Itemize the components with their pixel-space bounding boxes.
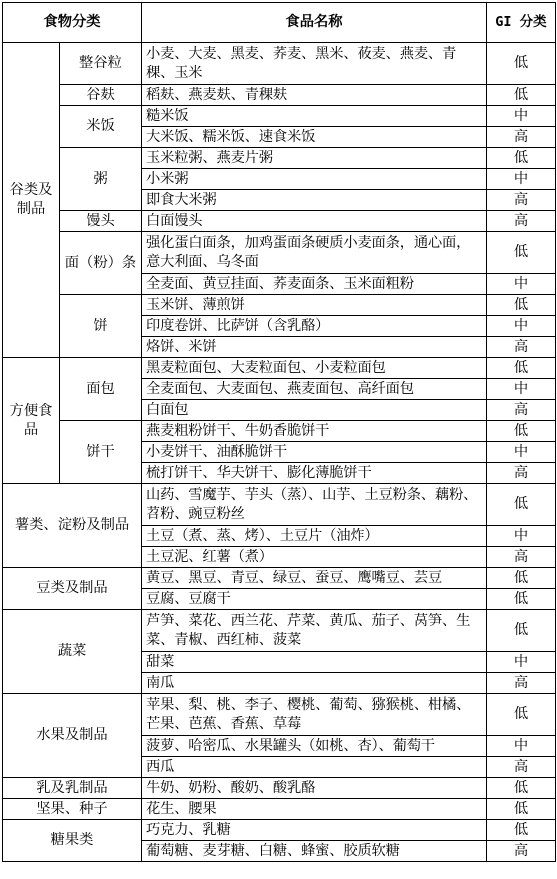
table-row (3, 778, 556, 799)
gi-level-cell: 中 (487, 274, 556, 295)
table-row (3, 421, 556, 442)
food-names-cell: 甜菜 (142, 652, 487, 673)
table-row (3, 211, 556, 232)
gi-level-cell: 中 (487, 106, 556, 127)
header-food-name: 食品名称 (142, 3, 487, 43)
table-row (3, 148, 556, 169)
table-row (3, 568, 556, 589)
gi-level-cell: 中 (487, 442, 556, 463)
table-row (3, 43, 556, 85)
gi-level-cell: 高 (487, 211, 556, 232)
category-cell: 蔬菜 (3, 610, 142, 694)
category-cell: 乳及乳制品 (3, 778, 142, 799)
food-names-cell: 小麦、大麦、黑麦、荞麦、黑米、莜麦、燕麦、青稞、玉米 (142, 43, 487, 85)
subcategory-cell: 粥 (60, 148, 142, 211)
food-names-cell: 稻麸、燕麦麸、青稞麸 (142, 85, 487, 106)
table-row (3, 799, 556, 820)
gi-level-cell: 低 (487, 799, 556, 820)
gi-level-cell: 低 (487, 358, 556, 379)
gi-level-cell: 低 (487, 778, 556, 799)
gi-level-cell: 高 (487, 400, 556, 421)
gi-classification-table (2, 2, 556, 862)
food-names-cell: 小麦饼干、油酥脆饼干 (142, 442, 487, 463)
food-names-cell: 山药、雪魔芋、芋头（蒸）、山芋、土豆粉条、藕粉、苕粉、豌豆粉丝 (142, 484, 487, 526)
food-names-cell: 燕麦粗粉饼干、牛奶香脆饼干 (142, 421, 487, 442)
gi-level-cell: 高 (487, 673, 556, 694)
gi-level-cell: 低 (487, 421, 556, 442)
gi-level-cell: 低 (487, 43, 556, 85)
gi-level-cell: 低 (487, 694, 556, 736)
food-names-cell: 豆腐、豆腐干 (142, 589, 487, 610)
table-row (3, 358, 556, 379)
gi-level-cell: 高 (487, 547, 556, 568)
food-names-cell: 即食大米粥 (142, 190, 487, 211)
food-names-cell: 土豆泥、红薯（煮） (142, 547, 487, 568)
gi-level-cell: 高 (487, 190, 556, 211)
gi-level-cell: 低 (487, 85, 556, 106)
gi-level-cell: 低 (487, 610, 556, 652)
food-names-cell: 梳打饼干、华夫饼干、膨化薄脆饼干 (142, 463, 487, 484)
food-names-cell: 牛奶、奶粉、酸奶、酸乳酪 (142, 778, 487, 799)
gi-level-cell: 高 (487, 841, 556, 862)
food-names-cell: 玉米饼、薄煎饼 (142, 295, 487, 316)
header-gi-class: GI 分类 (487, 3, 556, 43)
category-cell: 薯类、淀粉及制品 (3, 484, 142, 568)
category-cell: 谷类及制品 (3, 43, 60, 358)
table-header-row (3, 3, 556, 43)
table-row (3, 85, 556, 106)
subcategory-cell: 面包 (60, 358, 142, 421)
gi-level-cell: 高 (487, 463, 556, 484)
subcategory-cell: 面（粉）条 (60, 232, 142, 295)
subcategory-cell: 饼干 (60, 421, 142, 484)
food-names-cell: 玉米粒粥、燕麦片粥 (142, 148, 487, 169)
category-cell: 方便食品 (3, 358, 60, 484)
food-names-cell: 巧克力、乳糖 (142, 820, 487, 841)
food-names-cell: 白面馒头 (142, 211, 487, 232)
food-names-cell: 白面包 (142, 400, 487, 421)
food-names-cell: 葡萄糖、麦芽糖、白糖、蜂蜜、胶质软糖 (142, 841, 487, 862)
food-names-cell: 全麦面、黄豆挂面、荞麦面条、玉米面粗粉 (142, 274, 487, 295)
gi-level-cell: 低 (487, 484, 556, 526)
table-row (3, 610, 556, 652)
gi-level-cell: 中 (487, 379, 556, 400)
gi-level-cell: 中 (487, 736, 556, 757)
table-row (3, 484, 556, 526)
table-row (3, 820, 556, 841)
gi-level-cell: 中 (487, 316, 556, 337)
gi-level-cell: 低 (487, 568, 556, 589)
food-names-cell: 糙米饭 (142, 106, 487, 127)
subcategory-cell: 馒头 (60, 211, 142, 232)
table-row (3, 232, 556, 274)
food-names-cell: 小米粥 (142, 169, 487, 190)
food-names-cell: 苹果、梨、桃、李子、樱桃、葡萄、猕猴桃、柑橘、芒果、芭蕉、香蕉、草莓 (142, 694, 487, 736)
food-names-cell: 烙饼、米饼 (142, 337, 487, 358)
gi-level-cell: 低 (487, 232, 556, 274)
subcategory-cell: 饼 (60, 295, 142, 358)
table-row (3, 694, 556, 736)
food-names-cell: 南瓜 (142, 673, 487, 694)
gi-level-cell: 中 (487, 526, 556, 547)
category-cell: 水果及制品 (3, 694, 142, 778)
food-names-cell: 大米饭、糯米饭、速食米饭 (142, 127, 487, 148)
gi-level-cell: 高 (487, 757, 556, 778)
subcategory-cell: 整谷粒 (60, 43, 142, 85)
food-names-cell: 强化蛋白面条，加鸡蛋面条硬质小麦面条，通心面，意大利面、乌冬面 (142, 232, 487, 274)
food-names-cell: 全麦面包、大麦面包、燕麦面包、高纤面包 (142, 379, 487, 400)
gi-level-cell: 中 (487, 652, 556, 673)
food-names-cell: 黑麦粒面包、大麦粒面包、小麦粒面包 (142, 358, 487, 379)
food-names-cell: 印度卷饼、比萨饼（含乳酪） (142, 316, 487, 337)
category-cell: 坚果、种子 (3, 799, 142, 820)
gi-level-cell: 低 (487, 148, 556, 169)
header-food-category: 食物分类 (3, 3, 142, 43)
gi-level-cell: 低 (487, 295, 556, 316)
food-names-cell: 西瓜 (142, 757, 487, 778)
gi-level-cell: 高 (487, 127, 556, 148)
gi-level-cell: 低 (487, 820, 556, 841)
food-names-cell: 花生、腰果 (142, 799, 487, 820)
food-names-cell: 菠萝、哈密瓜、水果罐头（如桃、杏）、葡萄干 (142, 736, 487, 757)
table-row (3, 106, 556, 127)
gi-level-cell: 中 (487, 169, 556, 190)
category-cell: 豆类及制品 (3, 568, 142, 610)
gi-level-cell: 高 (487, 337, 556, 358)
food-names-cell: 芦笋、菜花、西兰花、芹菜、黄瓜、茄子、莴笋、生菜、青椒、西红柿、菠菜 (142, 610, 487, 652)
category-cell: 糖果类 (3, 820, 142, 862)
food-names-cell: 黄豆、黑豆、青豆、绿豆、蚕豆、鹰嘴豆、芸豆 (142, 568, 487, 589)
subcategory-cell: 米饭 (60, 106, 142, 148)
gi-level-cell: 低 (487, 589, 556, 610)
table-row (3, 295, 556, 316)
food-names-cell: 土豆（煮、蒸、烤）、土豆片（油炸） (142, 526, 487, 547)
subcategory-cell: 谷麸 (60, 85, 142, 106)
